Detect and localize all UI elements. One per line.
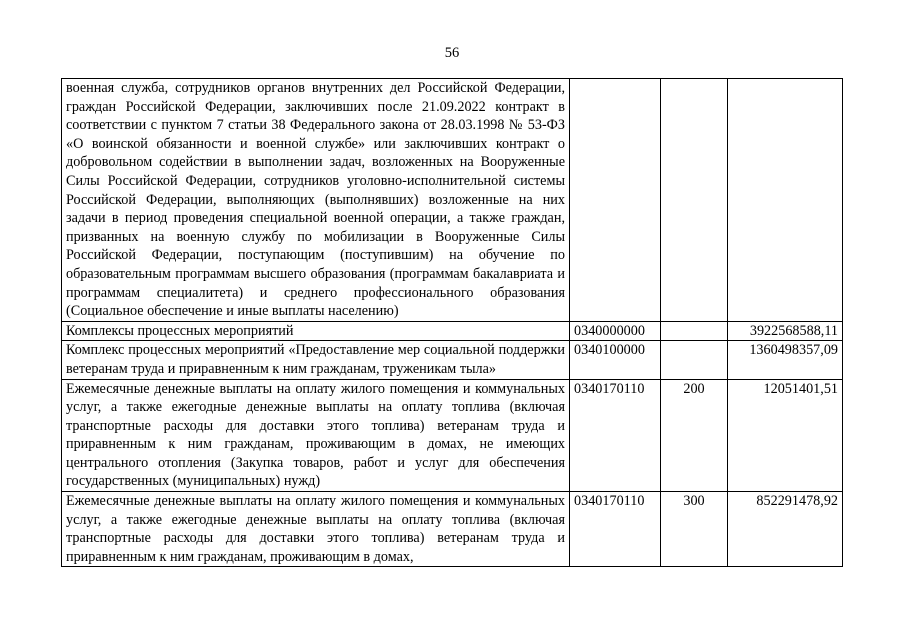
row-code-cell: 0340170110 <box>570 492 661 567</box>
row-name-cell: военная служба, сотрудников органов внутренних дел Российской Федерации, граждан Российской Федерации, заключивших после 21.09.2022 контракт в соответствии с пунктом 7 статьи 38 Федерального закона от 28.03.1998 № 53-ФЗ «О воинской обязанности и военной службе» или заключивших контракт о добровольном содействии в выполнении задач, возложенных на Вооруженные Силы Российской Федерации, сотрудников уголовно-исполнительной системы Российской Федерации, выполняющих (выполнявших) возложенные на них задачи в период проведения специальной военной операции, а также граждан, призванных на военную службу по мобилизации в Вооруженные Силы Российской Федерации, поступающим (поступившим) на обучение по образовательным программам высшего образования (программам бакалавриата и программам специалитета) и среднего профессионального образования (Социальное обеспечение и иные выплаты населению) <box>62 79 570 322</box>
row-type-cell <box>661 321 728 341</box>
row-code-cell: 0340100000 <box>570 341 661 379</box>
page-number: 56 <box>444 45 460 61</box>
row-name-cell: Ежемесячные денежные выплаты на оплату жилого помещения и коммунальных услуг, а также ежегодные денежные выплаты на оплату топлива (включая транспортные расходы для доставки этого топлива) ветеранам труда и приравненным к ним гражданам, проживающим в домах, <box>62 492 570 567</box>
row-name-cell: Комплекс процессных мероприятий «Предоставление мер социальной поддержки ветеранам труда и приравненным к ним гражданам, труженикам тыла» <box>62 341 570 379</box>
row-amount-cell <box>728 79 843 322</box>
row-type-cell <box>661 79 728 322</box>
row-code-cell: 0340170110 <box>570 379 661 492</box>
row-type-cell: 200 <box>661 379 728 492</box>
row-type-cell: 300 <box>661 492 728 567</box>
budget-table <box>61 78 843 567</box>
row-amount-cell: 1360498357,09 <box>728 341 843 379</box>
table-row <box>62 379 843 492</box>
row-code-cell: 0340000000 <box>570 321 661 341</box>
table-row <box>62 341 843 379</box>
table-row <box>62 79 843 322</box>
row-name-cell: Комплексы процессных мероприятий <box>62 321 570 341</box>
table-row <box>62 321 843 341</box>
row-name-cell: Ежемесячные денежные выплаты на оплату жилого помещения и коммунальных услуг, а также ежегодные денежные выплаты на оплату топлива (включая транспортные расходы для доставки этого топлива) ветеранам труда и приравненным к ним гражданам, проживающим в домах, не имеющих центрального отопления (Закупка товаров, работ и услуг для обеспечения государственных (муниципальных) нужд) <box>62 379 570 492</box>
row-amount-cell: 12051401,51 <box>728 379 843 492</box>
row-type-cell <box>661 341 728 379</box>
row-code-cell <box>570 79 661 322</box>
row-amount-cell: 852291478,92 <box>728 492 843 567</box>
table-row <box>62 492 843 567</box>
row-amount-cell: 3922568588,11 <box>728 321 843 341</box>
